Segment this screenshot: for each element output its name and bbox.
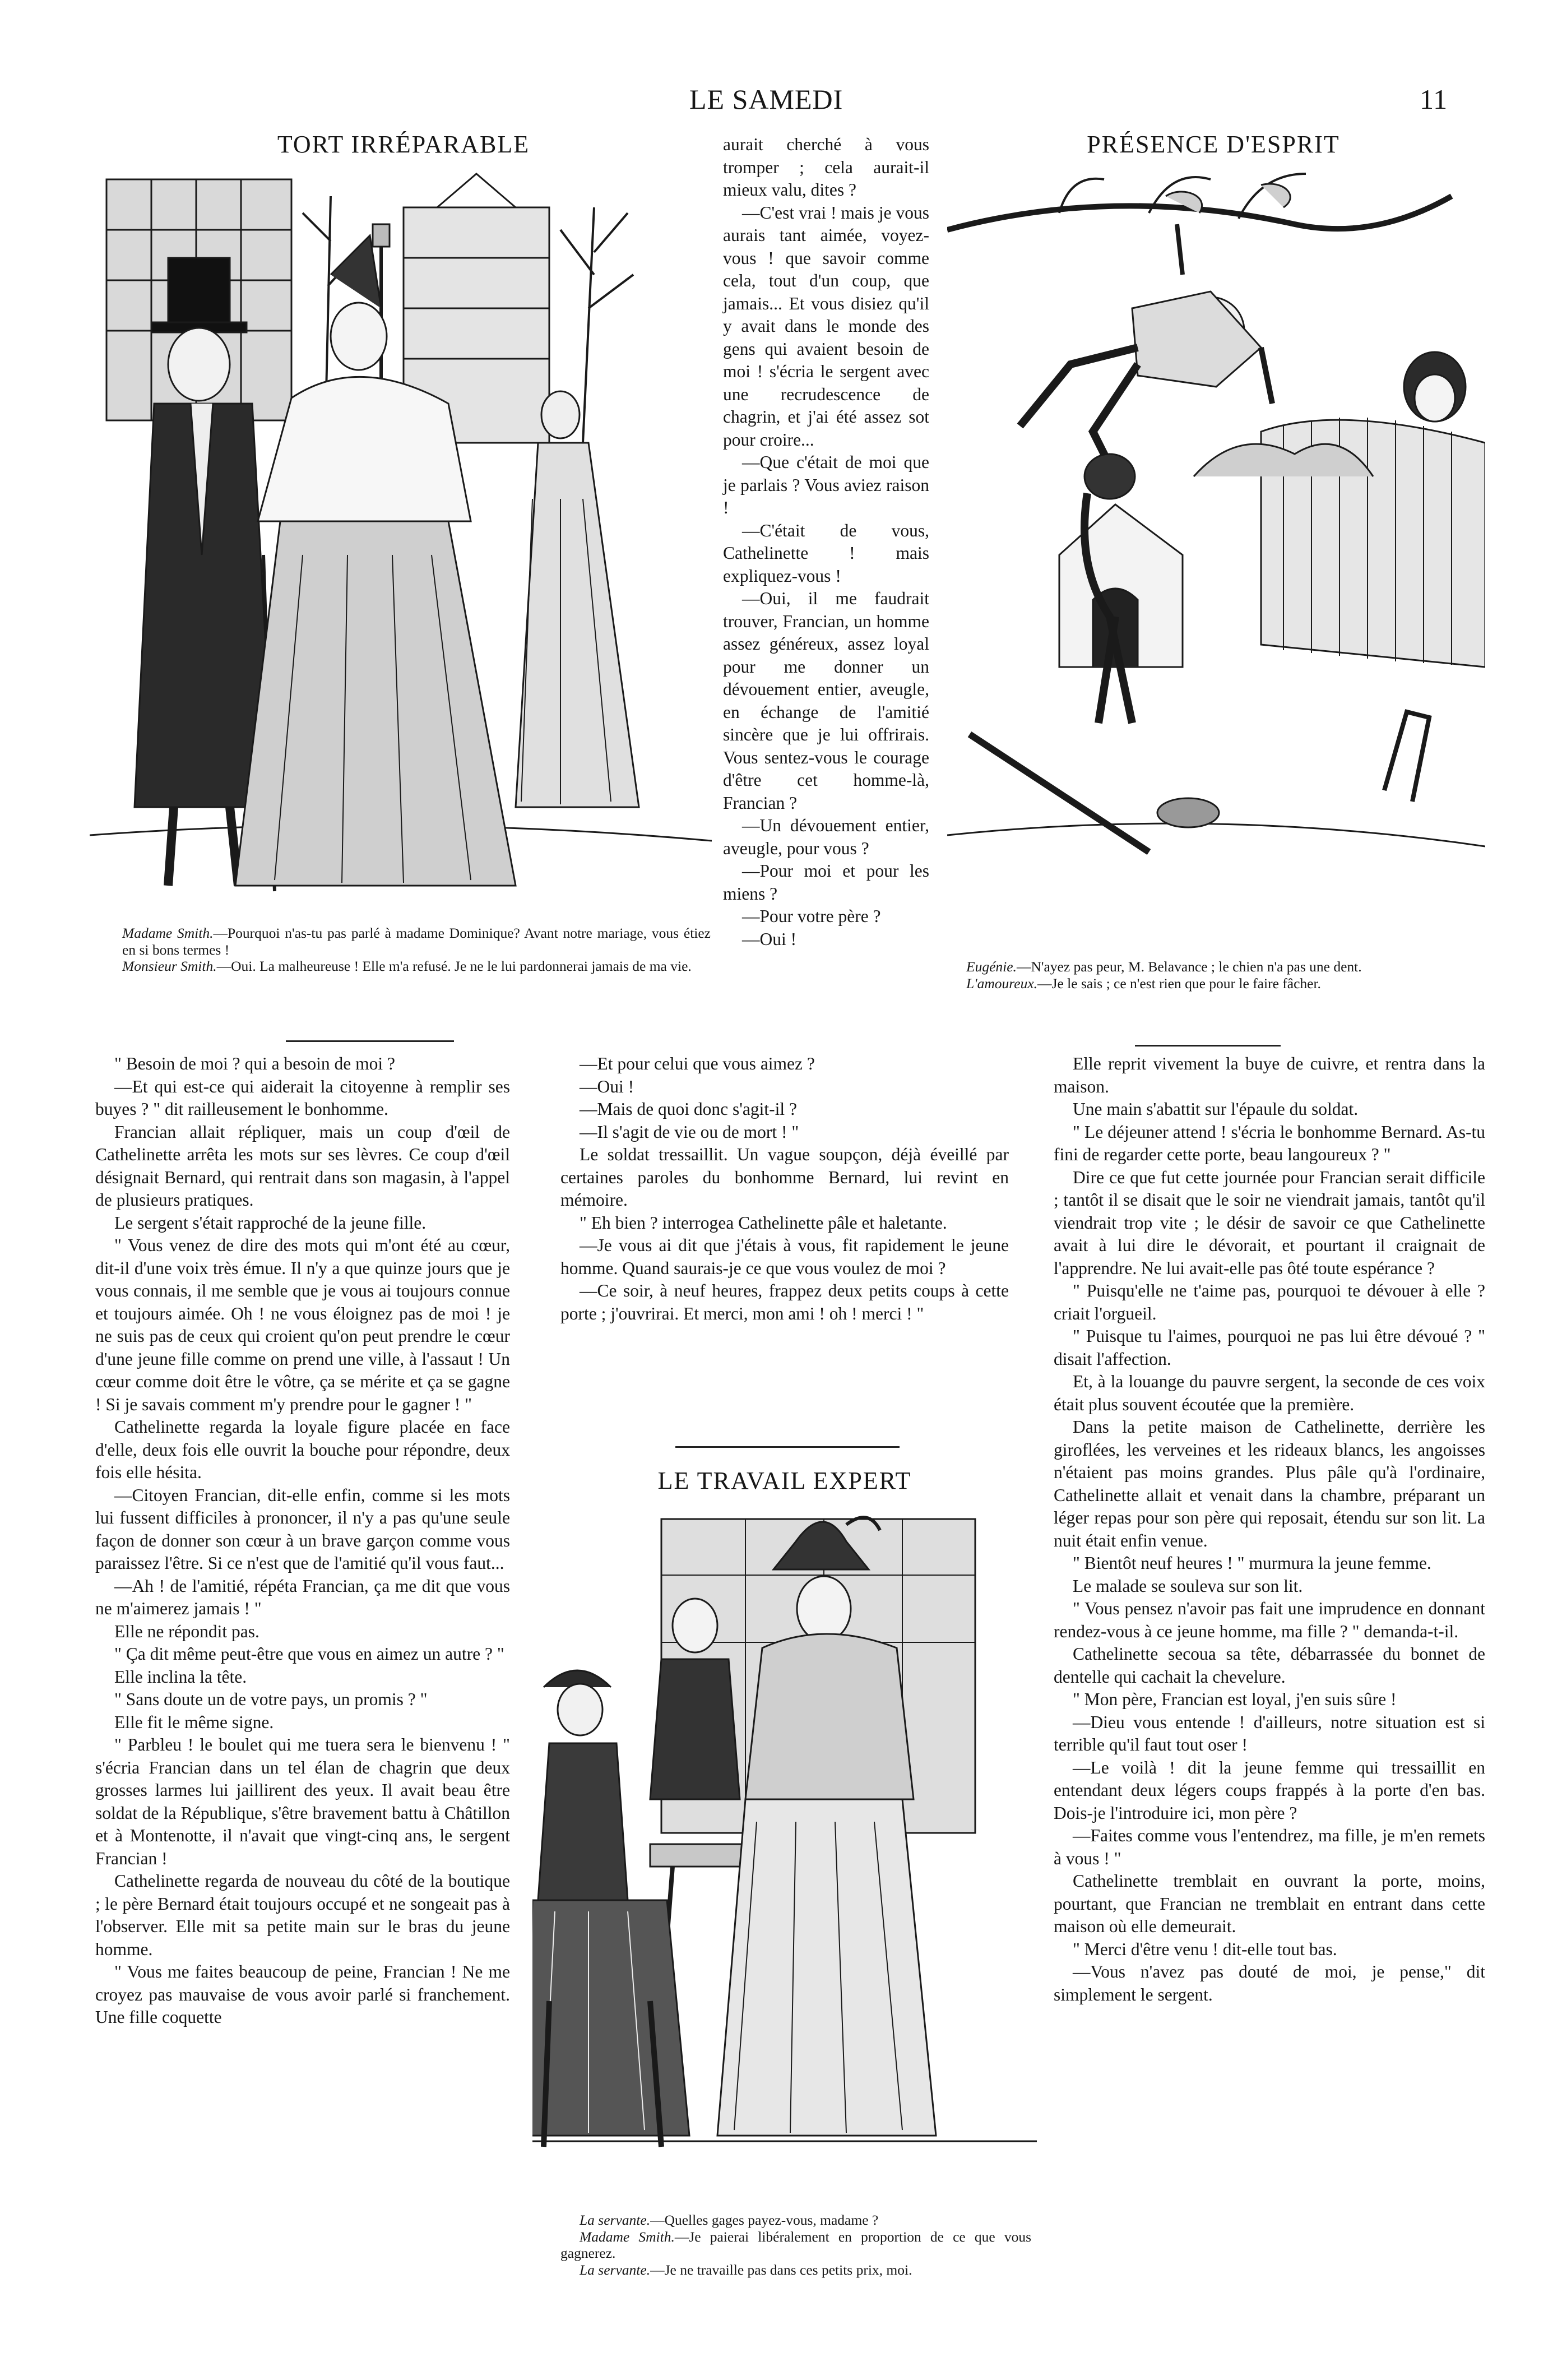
col2-top-paragraph: —C'était de vous, Cathelinette ! mais expliquez-vous ! bbox=[723, 520, 929, 586]
col1-paragraph: " Parbleu ! le boulet qui me tuera sera le bienvenu ! " s'écria Francian dans un tel élan de chagrin que deux grosses larmes lui jaillirent des yeux. Il avait beau être soldat de la République, s'être bravement battu à Châtillon et à Montenotte, il n'avait que vingt-cinq ans, le sergent Francian ! bbox=[95, 1735, 510, 1868]
travail-caption-line-3 bbox=[560, 2262, 1031, 2279]
column-2-bottom-text bbox=[560, 1053, 1009, 1325]
tort-title: TORT IRRÉPARABLE bbox=[277, 131, 530, 158]
col1-paragraph: Francian allait répliquer, mais un coup d'œil de Cathelinette arrêta les mots sur ses lèvres. Ce coup d'œil désignait Bernard, qui rentrait dans son magasin, à l'appel de plusieurs pratiques. bbox=[95, 1122, 510, 1210]
col3-paragraph: " Puisque tu l'aimes, pourquoi ne pas lui être dévoué ? " disait l'affection. bbox=[1054, 1326, 1485, 1369]
tort-caption bbox=[122, 925, 711, 975]
page-header-title: LE SAMEDI bbox=[689, 84, 843, 115]
tort-caption-speaker-1: Madame Smith. bbox=[122, 925, 214, 941]
col3-paragraph: —Le voilà ! dit la jeune femme qui tressaillit en entendant deux légers coups frappés à la porte d'en bas. Dois-je l'introduire ici, mon père ? bbox=[1054, 1757, 1485, 1823]
col1-paragraph: —Ah ! de l'amitié, répéta Francian, ça me dit que vous ne m'aimerez jamais ! " bbox=[95, 1576, 510, 1618]
travail-caption-speaker-1: La servante. bbox=[580, 2212, 651, 2228]
col3-paragraph: " Mon père, Francian est loyal, j'en suis sûre ! bbox=[1073, 1689, 1397, 1709]
col2-bottom-paragraph: —Mais de quoi donc s'agit-il ? bbox=[580, 1099, 797, 1119]
col1-paragraph: Le sergent s'était rapproché de la jeune fille. bbox=[114, 1212, 427, 1233]
col1-paragraph: Elle ne répondit pas. bbox=[114, 1621, 259, 1641]
col1-paragraph: " Ça dit même peut-être que vous en aimez un autre ? " bbox=[114, 1644, 504, 1664]
col1-paragraph: Cathelinette regarda de nouveau du côté de la boutique ; le père Bernard était toujours occupé et ne songeait pas à l'observer. Elle mit sa petite main sur le bras du jeune homme. bbox=[95, 1871, 510, 1959]
presence-caption-speaker-1: Eugénie. bbox=[966, 959, 1017, 975]
presence-caption-line-2 bbox=[947, 975, 1468, 992]
travail-caption-line-1 bbox=[560, 2212, 1031, 2229]
col2-top-paragraph: —Oui, il me faudrait trouver, Francian, un homme assez généreux, assez loyal pour me donner un dévouement entier, aveugle, en échange de l'amitié sincère que je lui offrirais. Vous sentez-vous le courage d'être cet homme-là, Francian ? bbox=[723, 589, 929, 813]
column-3-text bbox=[1054, 1053, 1485, 2006]
presence-divider bbox=[1135, 1045, 1281, 1047]
col2-bottom-paragraph: " Eh bien ? interrogea Cathelinette pâle et haletante. bbox=[580, 1212, 947, 1233]
col2-bottom-paragraph: —Oui ! bbox=[580, 1076, 634, 1096]
col2-top-paragraph: —Oui ! bbox=[742, 929, 797, 949]
col3-paragraph: —Faites comme vous l'entendrez, ma fille, je m'en remets à vous ! " bbox=[1054, 1826, 1485, 1868]
tort-caption-speaker-2: Monsieur Smith. bbox=[122, 958, 217, 974]
tort-illustration bbox=[90, 163, 712, 914]
col3-paragraph: " Le déjeuner attend ! s'écria le bonhomme Bernard. As-tu fini de regarder cette porte, beau langoureux ? " bbox=[1054, 1122, 1485, 1164]
travail-caption-text-3: —Je ne travaille pas dans ces petits prix, moi. bbox=[650, 2261, 912, 2278]
travail-caption-speaker-2: Madame Smith. bbox=[580, 2228, 675, 2245]
presence-illustration bbox=[947, 163, 1485, 947]
col2-bottom-paragraph: —Ce soir, à neuf heures, frappez deux petits coups à cette porte ; j'ouvrirai. Et merci, mon ami ! oh ! merci ! " bbox=[560, 1281, 1009, 1323]
col3-paragraph: Cathelinette tremblait en ouvrant la porte, moins, pourtant, que Francian ne tremblait en entrant dans cette maison où elle demeurait. bbox=[1054, 1871, 1485, 1936]
tort-divider bbox=[286, 1040, 454, 1042]
col3-paragraph: " Merci d'être venu ! dit-elle tout bas. bbox=[1073, 1939, 1337, 1959]
col1-paragraph: Cathelinette regarda la loyale figure placée en face d'elle, deux fois elle ouvrit la bouche pour répondre, deux fois elle hésita. bbox=[95, 1417, 510, 1482]
col2-bottom-paragraph: —Il s'agit de vie ou de mort ! " bbox=[580, 1122, 799, 1142]
presence-caption-text-2: —Je le sais ; ce n'est rien que pour le faire fâcher. bbox=[1037, 975, 1321, 992]
travail-illustration bbox=[532, 1508, 1037, 2152]
page-number: 11 bbox=[1420, 84, 1448, 115]
presence-caption-text-1: —N'ayez pas peur, M. Belavance ; le chien n'a pas une dent. bbox=[1016, 959, 1362, 975]
col3-paragraph: " Bientôt neuf heures ! " murmura la jeune femme. bbox=[1073, 1553, 1431, 1573]
col2-top-paragraph: —Que c'était de moi que je parlais ? Vous aviez raison ! bbox=[723, 452, 929, 517]
col3-paragraph: Dans la petite maison de Cathelinette, derrière les giroflées, les verveines et les rideaux blancs, les angoisses n'étaient pas moins grandes. Plus pâle qu'à l'ordinaire, Cathelinette allait et venait dans la chambre, préparant un léger repas pour son père qui reposait, étendu sur son lit. La nuit était enfin venue. bbox=[1054, 1417, 1485, 1550]
travail-caption-speaker-3: La servante. bbox=[580, 2261, 651, 2278]
col2-top-paragraph: —Un dévouement entier, aveugle, pour vous ? bbox=[723, 816, 929, 858]
col3-paragraph: Cathelinette secoua sa tête, débarrassée du bonnet de dentelle qui cachait la chevelure. bbox=[1054, 1644, 1485, 1687]
travail-caption bbox=[560, 2212, 1031, 2278]
col3-paragraph: Une main s'abattit sur l'épaule du soldat. bbox=[1073, 1099, 1359, 1119]
col3-paragraph: —Dieu vous entende ! d'ailleurs, notre situation est si terrible qu'il faut tout oser ! bbox=[1054, 1712, 1485, 1754]
col3-paragraph: Elle reprit vivement la buye de cuivre, et rentra dans la maison. bbox=[1054, 1054, 1485, 1096]
column-2-top-text bbox=[723, 133, 929, 951]
travail-caption-text-1: —Quelles gages payez-vous, madame ? bbox=[650, 2212, 879, 2228]
tort-caption-text-1: —Pourquoi n'as-tu pas parlé à madame Dominique? Avant notre mariage, vous étiez en si bons termes ! bbox=[122, 925, 711, 958]
col2-bottom-paragraph: Le soldat tressaillit. Un vague soupçon, déjà éveillé par certaines paroles du bonhomme Bernard, lui revint en mémoire. bbox=[560, 1145, 1009, 1210]
col1-paragraph: —Et qui est-ce qui aiderait la citoyenne à remplir ses buyes ? " dit railleusement le bonhomme. bbox=[95, 1076, 510, 1119]
col2-top-paragraph: —C'est vrai ! mais je vous aurais tant aimée, voyez-vous ! que savoir comme cela, tout d'un coup, que jamais... Et vous disiez qu'il y avait dans le monde des gens qui avaient besoin de moi ! s'écria le sergent avec une recrudescence de chagrin, et j'ai été assez sot pour croire... bbox=[723, 202, 929, 450]
col1-paragraph: " Vous venez de dire des mots qui m'ont été au cœur, dit-il d'une voix très émue. Il n'y a que quinze jours que je vous connais, il me semble que je vous ai toujours connue et toujours aimée. Oh ! ne vous éloignez pas de moi ! je ne suis pas de ceux qui croient qu'on peut prendre le cœur d'une jeune fille comme on prend une ville, à l'assaut ! Un cœur comme doit être le vôtre, ça se mérite et ça se gagne ! Si je savais comment m'y prendre pour le gagner ! " bbox=[95, 1235, 510, 1414]
travail-caption-line-2 bbox=[560, 2229, 1031, 2262]
col3-paragraph: —Vous n'avez pas douté de moi, je pense," dit simplement le sergent. bbox=[1054, 1962, 1485, 2004]
col1-paragraph: " Besoin de moi ? qui a besoin de moi ? bbox=[114, 1054, 396, 1073]
presence-caption bbox=[947, 959, 1468, 992]
column-1-text bbox=[95, 1053, 510, 2029]
col1-paragraph: " Sans doute un de votre pays, un promis ? " bbox=[114, 1689, 428, 1709]
col3-paragraph: Le malade se souleva sur son lit. bbox=[1073, 1576, 1303, 1596]
tort-caption-line-1 bbox=[122, 925, 711, 958]
tort-caption-text-2: —Oui. La malheureuse ! Elle m'a refusé. Je ne le lui pardonnerai jamais de ma vie. bbox=[216, 958, 692, 974]
col3-paragraph: " Vous pensez n'avoir pas fait une imprudence en donnant rendez-vous à ce jeune homme, ma fille ? " demanda-t-il. bbox=[1054, 1599, 1485, 1641]
col1-paragraph: Elle fit le même signe. bbox=[114, 1712, 274, 1732]
col3-paragraph: Et, à la louange du pauvre sergent, la seconde de ces voix était plus souvent écoutée que la première. bbox=[1054, 1372, 1485, 1414]
presence-caption-speaker-2: L'amoureux. bbox=[966, 975, 1038, 992]
travail-title: LE TRAVAIL EXPERT bbox=[657, 1467, 912, 1494]
col2-bottom-paragraph: —Et pour celui que vous aimez ? bbox=[580, 1054, 815, 1073]
col3-paragraph: " Puisqu'elle ne t'aime pas, pourquoi te dévouer à elle ? criait l'orgueil. bbox=[1054, 1281, 1485, 1323]
col2-top-paragraph: aurait cherché à vous tromper ; cela aurait-il mieux valu, dites ? bbox=[723, 135, 929, 200]
col1-paragraph: Elle inclina la tête. bbox=[114, 1666, 247, 1687]
col3-paragraph: Dire ce que fut cette journée pour Francian serait difficile ; tantôt il se disait que le soir ne viendrait jamais, tantôt qu'il viendrait trop vite ; le désir de savoir ce que Cathelinette avait à lui dire le dévorait, et pourtant il craignait de l'apprendre. Ne lui avait-elle pas ôté toute espérance ? bbox=[1054, 1167, 1485, 1278]
tort-caption-line-2 bbox=[122, 958, 711, 975]
col2-top-paragraph: —Pour votre père ? bbox=[742, 906, 881, 926]
col2-end-divider bbox=[675, 1446, 900, 1448]
presence-caption-line-1 bbox=[947, 959, 1468, 975]
col2-top-paragraph: —Pour moi et pour les miens ? bbox=[723, 861, 929, 904]
travail-caption-text-2: —Je paierai libéralement en proportion de ce que vous gagnerez. bbox=[560, 2228, 1032, 2261]
col1-paragraph: " Vous me faites beaucoup de peine, Francian ! Ne me croyez pas mauvaise de vous avoir parlé si franchement. Une fille coquette bbox=[95, 1962, 510, 2027]
presence-title: PRÉSENCE D'ESPRIT bbox=[1087, 131, 1340, 158]
col1-paragraph: —Citoyen Francian, dit-elle enfin, comme si les mots lui fussent difficiles à prononcer, il n'y a pas qu'une seule façon de donner son cœur à un brave garçon comme vous paraissez l'être. Si ce n'est que de l'amitié qu'il vous faut... bbox=[95, 1485, 510, 1573]
col2-bottom-paragraph: —Je vous ai dit que j'étais à vous, fit rapidement le jeune homme. Quand saurais-je ce que vous voulez de moi ? bbox=[560, 1235, 1009, 1278]
